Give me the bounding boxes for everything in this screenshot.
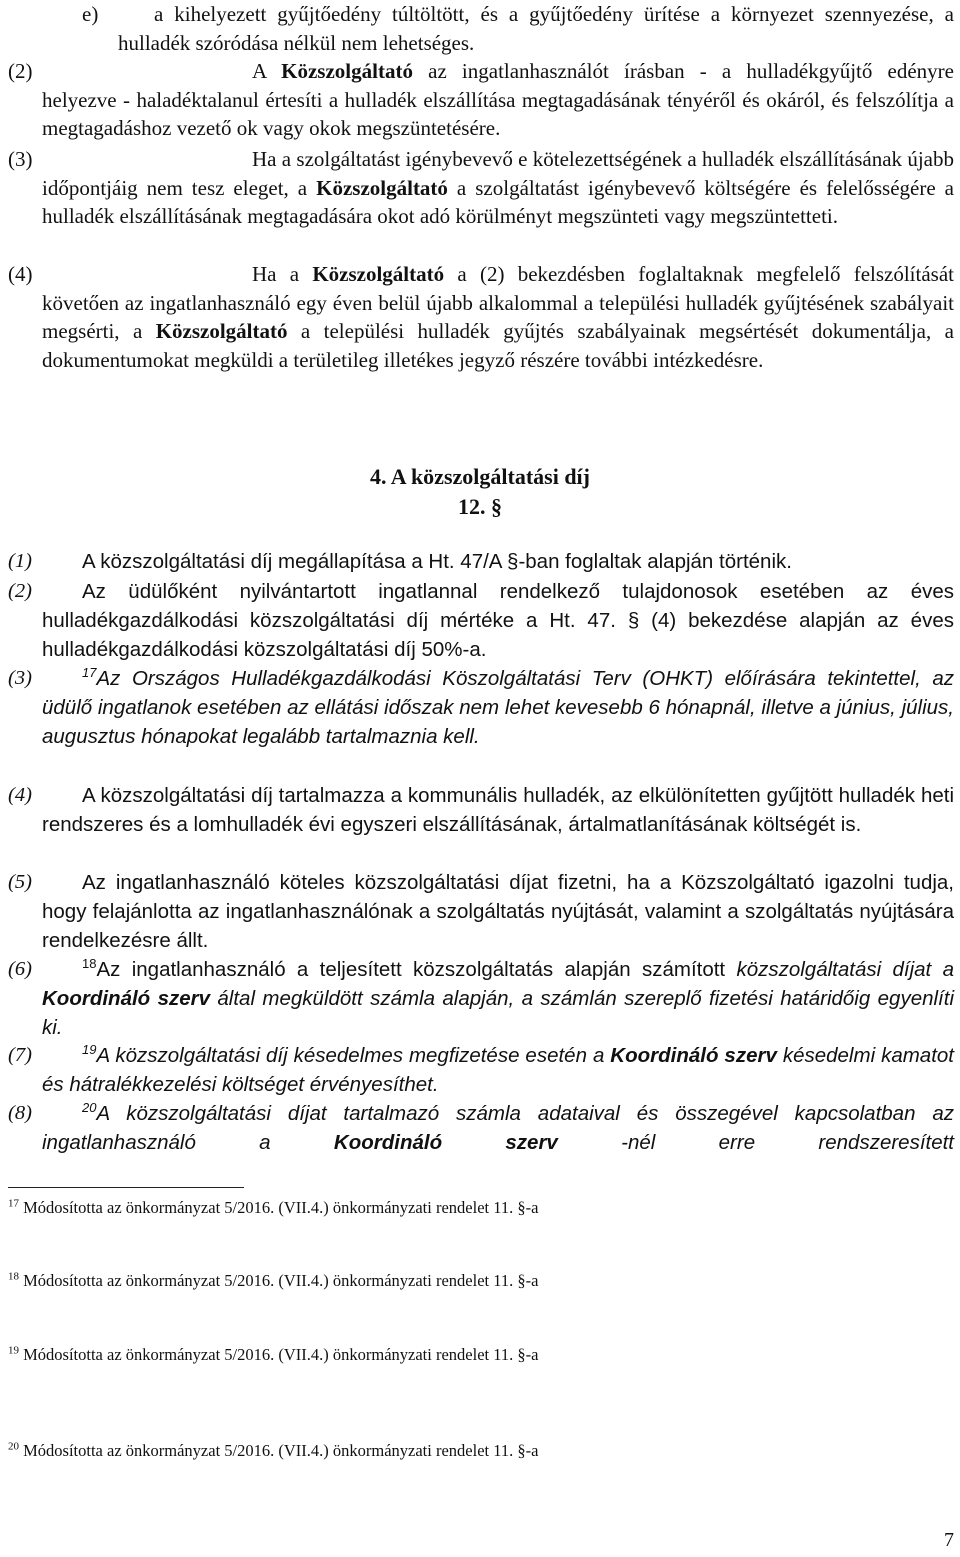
footnote-ref[interactable]: 19 [82,1042,97,1058]
item-label: (1) [8,550,32,572]
item-text: a kihelyezett gyűjtőedény túltöltött, és a gyűjtőedény ürítése a környezet szennyezése, a hulladék szóródása nélkül nem lehetséges. [118,2,954,55]
footnote-20: $^{20}$ Módosította az önkormányzat 5/2016. (VII.4.) önkormányzati rendelet 11. §-a [8,1440,539,1460]
footnote-18: $^{18}$ Módosította az önkormányzat 5/2016. (VII.4.) önkormányzati rendelet 11. §-a [8,1270,539,1290]
item-text: A közszolgáltatási díj tartalmazza a kommunális hulladék, az elkülönítetten gyűjtött hulladék heti rendszeres és a lomhulladék évi egyszeri elszállításának, ártalmatlanításának költségét is. [42,784,954,836]
item-text: A közszolgáltatási díj megállapítása a Ht. 47/A §-ban foglaltak alapján történik. [82,550,792,573]
footnote-ref[interactable]: 17 [82,665,97,681]
item-label: (2) [8,59,33,83]
item-label: (4) [8,262,33,286]
section-title: 4. A közszolgáltatási díj [369,464,590,489]
item-text: $^{20}$A közszolgáltatási díjat tartalmazó számla adataival és összegével kapcsolatban az ingatlanhasználó a Koordináló szerv -nél erre rendszeresített [42,1100,955,1154]
item-label: (2) [8,580,32,602]
footnote-17: $^{17}$ Módosította az önkormányzat 5/2016. (VII.4.) önkormányzati rendelet 11. §-a [8,1197,539,1217]
item-text: A Közszolgáltató az ingatlanhasználót írásban - a hulladékgyűjtő edényre helyezve - haladéktalanul értesíti a hulladék elszállítása megtagadásának tényéről és okáról, és felszólítja a megtagadáshoz vezető ok vagy okok megszüntetésére. [42,59,954,140]
footnote-separator [8,1187,244,1188]
item-text: Ha a szolgáltatást igénybevevő e kötelezettségének a hulladék elszállításának újabb időpontjáig nem tesz eleget, a Közszolgáltató a szolgáltatást igénybevevő költségére és felelősségére a hulladék elszállításának megtagadására okot adó körülményt megszünteti vagy megszüntetteti. [42,147,954,228]
item-label: (5) [8,871,32,893]
footnote-ref[interactable]: 18 [82,956,97,972]
item-text: Az üdülőként nyilvántartott ingatlannal rendelkező tulajdonosok esetében az éves hulladékgazdálkodási közszolgáltatási díj mértéke a Ht. 47. § (4) bekezdése alapján az éves hulladékgazdálkodási közszolgáltatási díj 50%-a. [42,580,954,661]
item-label: e) [82,2,99,26]
item-label: (3) [8,667,32,689]
item-label: (4) [8,784,32,806]
paragraph-number: 12. § [458,494,502,519]
item-label: (8) [8,1102,32,1124]
item-text: Az ingatlanhasználó köteles közszolgáltatási díjat fizetni, ha a Közszolgáltató igazolni tudja, hogy felajánlotta az ingatlanhasználónak a szolgáltatás nyújtását, valamint a szolgáltatás nyújtására rendelkezésre állt. [42,871,954,952]
item-text: $^{17}$Az Országos Hulladékgazdálkodási Köszolgáltatási Terv (OHKT) előírására tekintettel, az üdülő ingatlanok esetében az ellátási időszak nem lehet kevesebb 6 hónapnál, illetve a június, július, augusztus hónapokat legalább tartalmaznia kell. [42,665,954,748]
footnote-19: $^{19}$ Módosította az önkormányzat 5/2016. (VII.4.) önkormányzati rendelet 11. §-a [8,1344,539,1364]
item-label: (6) [8,958,32,980]
footnote-ref[interactable]: 20 [82,1100,97,1116]
item-label: (7) [8,1044,32,1066]
page-number: 7 [944,1529,954,1551]
item-label: (3) [8,147,33,171]
item-text: $^{18}$Az ingatlanhasználó a teljesített közszolgáltatás alapján számított közszolgáltatási díjat a Koordináló szerv által megküldött számla alapján, a számlán szereplő fizetési határidőig egyenlíti ki. [42,956,955,1039]
item-text: Ha a Közszolgáltató a (2) bekezdésben foglaltaknak megfelelő felszólítását követően az ingatlanhasználó egy éven belül újabb alkalommal a települési hulladék gyűjtésének szabályait megsérti, a Közszolgáltató a települési hulladék gyűjtés szabályainak megsértését dokumentálja, a dokumentumokat megküldi a területileg illetékes jegyző részére további intézkedésre. [42,262,954,372]
item-text: $^{19}$A közszolgáltatási díj késedelmes megfizetése esetén a Koordináló szerv késedelmi kamatot és hátralékkezelési költséget érvényesíthet. [42,1042,954,1096]
